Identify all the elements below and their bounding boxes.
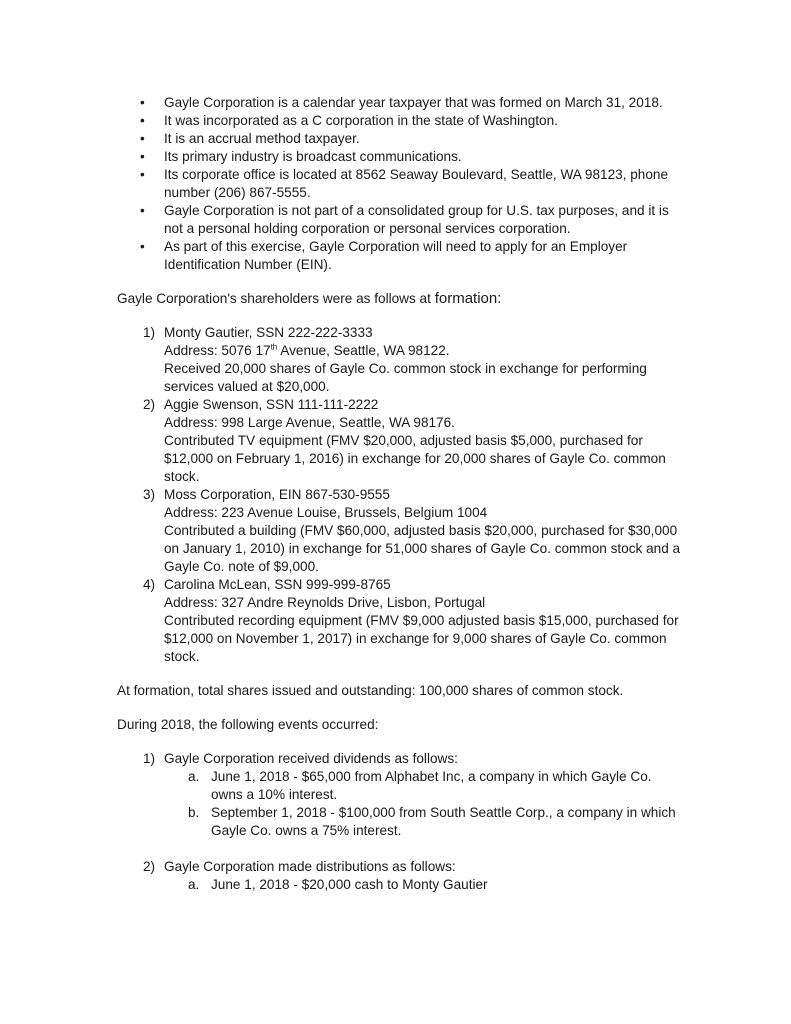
fact-item: • Gayle Corporation is not part of a consolidated group for U.S. tax purposes, and it is not a personal holding corporation or personal services corporation. (140, 203, 669, 236)
event-sublist (164, 876, 687, 894)
shareholder-item (117, 396, 687, 486)
event-text: Gayle Corporation made distributions as follows: (164, 859, 456, 874)
fact-item: • It is an accrual method taxpayer. (140, 131, 360, 146)
events-list (117, 750, 687, 894)
event-text: Gayle Corporation received dividends as follows: (164, 751, 458, 766)
bullet-icon: • (140, 203, 145, 218)
fact-item: • It was incorporated as a C corporation in the state of Washington. (140, 113, 558, 128)
shareholder-detail: Contributed a building (FMV $60,000, adjusted basis $20,000, purchased for $30,000 on January 1, 2010) in exchange for 51,000 shares of Gayle Co. common stock and a Gayle Co. note of $9,000. (164, 523, 681, 574)
list-number: 3) (143, 487, 156, 502)
list-letter: a. (188, 769, 200, 784)
fact-item: • Its primary industry is broadcast communications. (140, 149, 462, 164)
shareholder-address: Address: 327 Andre Reynolds Drive, Lisbon, Portugal (164, 595, 486, 610)
fact-item: • As part of this exercise, Gayle Corporation will need to apply for an Employer Identification Number (EIN). (140, 239, 628, 272)
list-number: 4) (143, 577, 156, 592)
shareholder-address: Address: 223 Avenue Louise, Brussels, Belgium 1004 (164, 505, 488, 520)
bullet-icon: • (140, 131, 145, 146)
bullet-icon: • (140, 167, 145, 182)
bullet-icon: • (140, 149, 145, 164)
shareholder-detail: Contributed TV equipment (FMV $20,000, adjusted basis $5,000, purchased for $12,000 on February 1, 2016) in exchange for 20,000 shares of Gayle Co. common stock. (164, 433, 666, 484)
shareholder-name: Monty Gautier, SSN 222-222-3333 (164, 325, 373, 340)
event-sublist (164, 768, 687, 840)
list-number: 2) (143, 859, 156, 874)
list-number: 2) (143, 397, 156, 412)
shareholder-item (117, 324, 687, 396)
bullet-icon: • (140, 95, 145, 110)
bullet-icon: • (140, 239, 145, 254)
shareholders-list (117, 324, 687, 666)
shareholder-address: Address: 998 Large Avenue, Seattle, WA 98176. (164, 415, 455, 430)
fact-item: • Its corporate office is located at 8562 Seaway Boulevard, Seattle, WA 98123, phone number (206) 867-5555. (140, 167, 669, 200)
event-item (117, 750, 687, 840)
shareholder-item (117, 486, 687, 576)
shareholder-address: Address: 5076 17th Avenue, Seattle, WA 98122. (164, 342, 450, 358)
shareholder-name: Aggie Swenson, SSN 111-111-2222 (164, 397, 379, 412)
list-number: 1) (143, 751, 156, 766)
shareholder-detail: Contributed recording equipment (FMV $9,000 adjusted basis $15,000, purchased for $12,000 on November 1, 2017) in exchange for 9,000 shares of Gayle Co. common stock. (164, 613, 679, 664)
fact-item: • Gayle Corporation is a calendar year taxpayer that was formed on March 31, 2018. (140, 95, 663, 110)
shareholder-detail: Received 20,000 shares of Gayle Co. common stock in exchange for performing services valued at $20,000. (164, 361, 647, 394)
company-facts-list (117, 94, 687, 274)
shareholder-name: Moss Corporation, EIN 867-530-9555 (164, 487, 390, 502)
bullet-icon: • (140, 113, 145, 128)
events-intro: During 2018, the following events occurred: (117, 717, 379, 732)
event-subitem: a. June 1, 2018 - $20,000 cash to Monty Gautier (188, 877, 488, 892)
event-item (117, 858, 687, 894)
event-subitem: b. September 1, 2018 - $100,000 from South Seattle Corp., a company in which Gayle Co. owns a 75% interest. (188, 805, 676, 838)
list-letter: a. (188, 877, 200, 892)
shareholder-name: Carolina McLean, SSN 999-999-8765 (164, 577, 391, 592)
list-letter: b. (188, 805, 200, 820)
event-subitem: a. June 1, 2018 - $65,000 from Alphabet Inc, a company in which Gayle Co. owns a 10% interest. (188, 769, 652, 802)
total-shares-statement: At formation, total shares issued and outstanding: 100,000 shares of common stock. (117, 683, 624, 698)
list-number: 1) (143, 325, 156, 340)
document-body (117, 94, 687, 894)
shareholders-intro: Gayle Corporation's shareholders were as follows at formation: (117, 290, 502, 307)
shareholder-item (117, 576, 687, 666)
